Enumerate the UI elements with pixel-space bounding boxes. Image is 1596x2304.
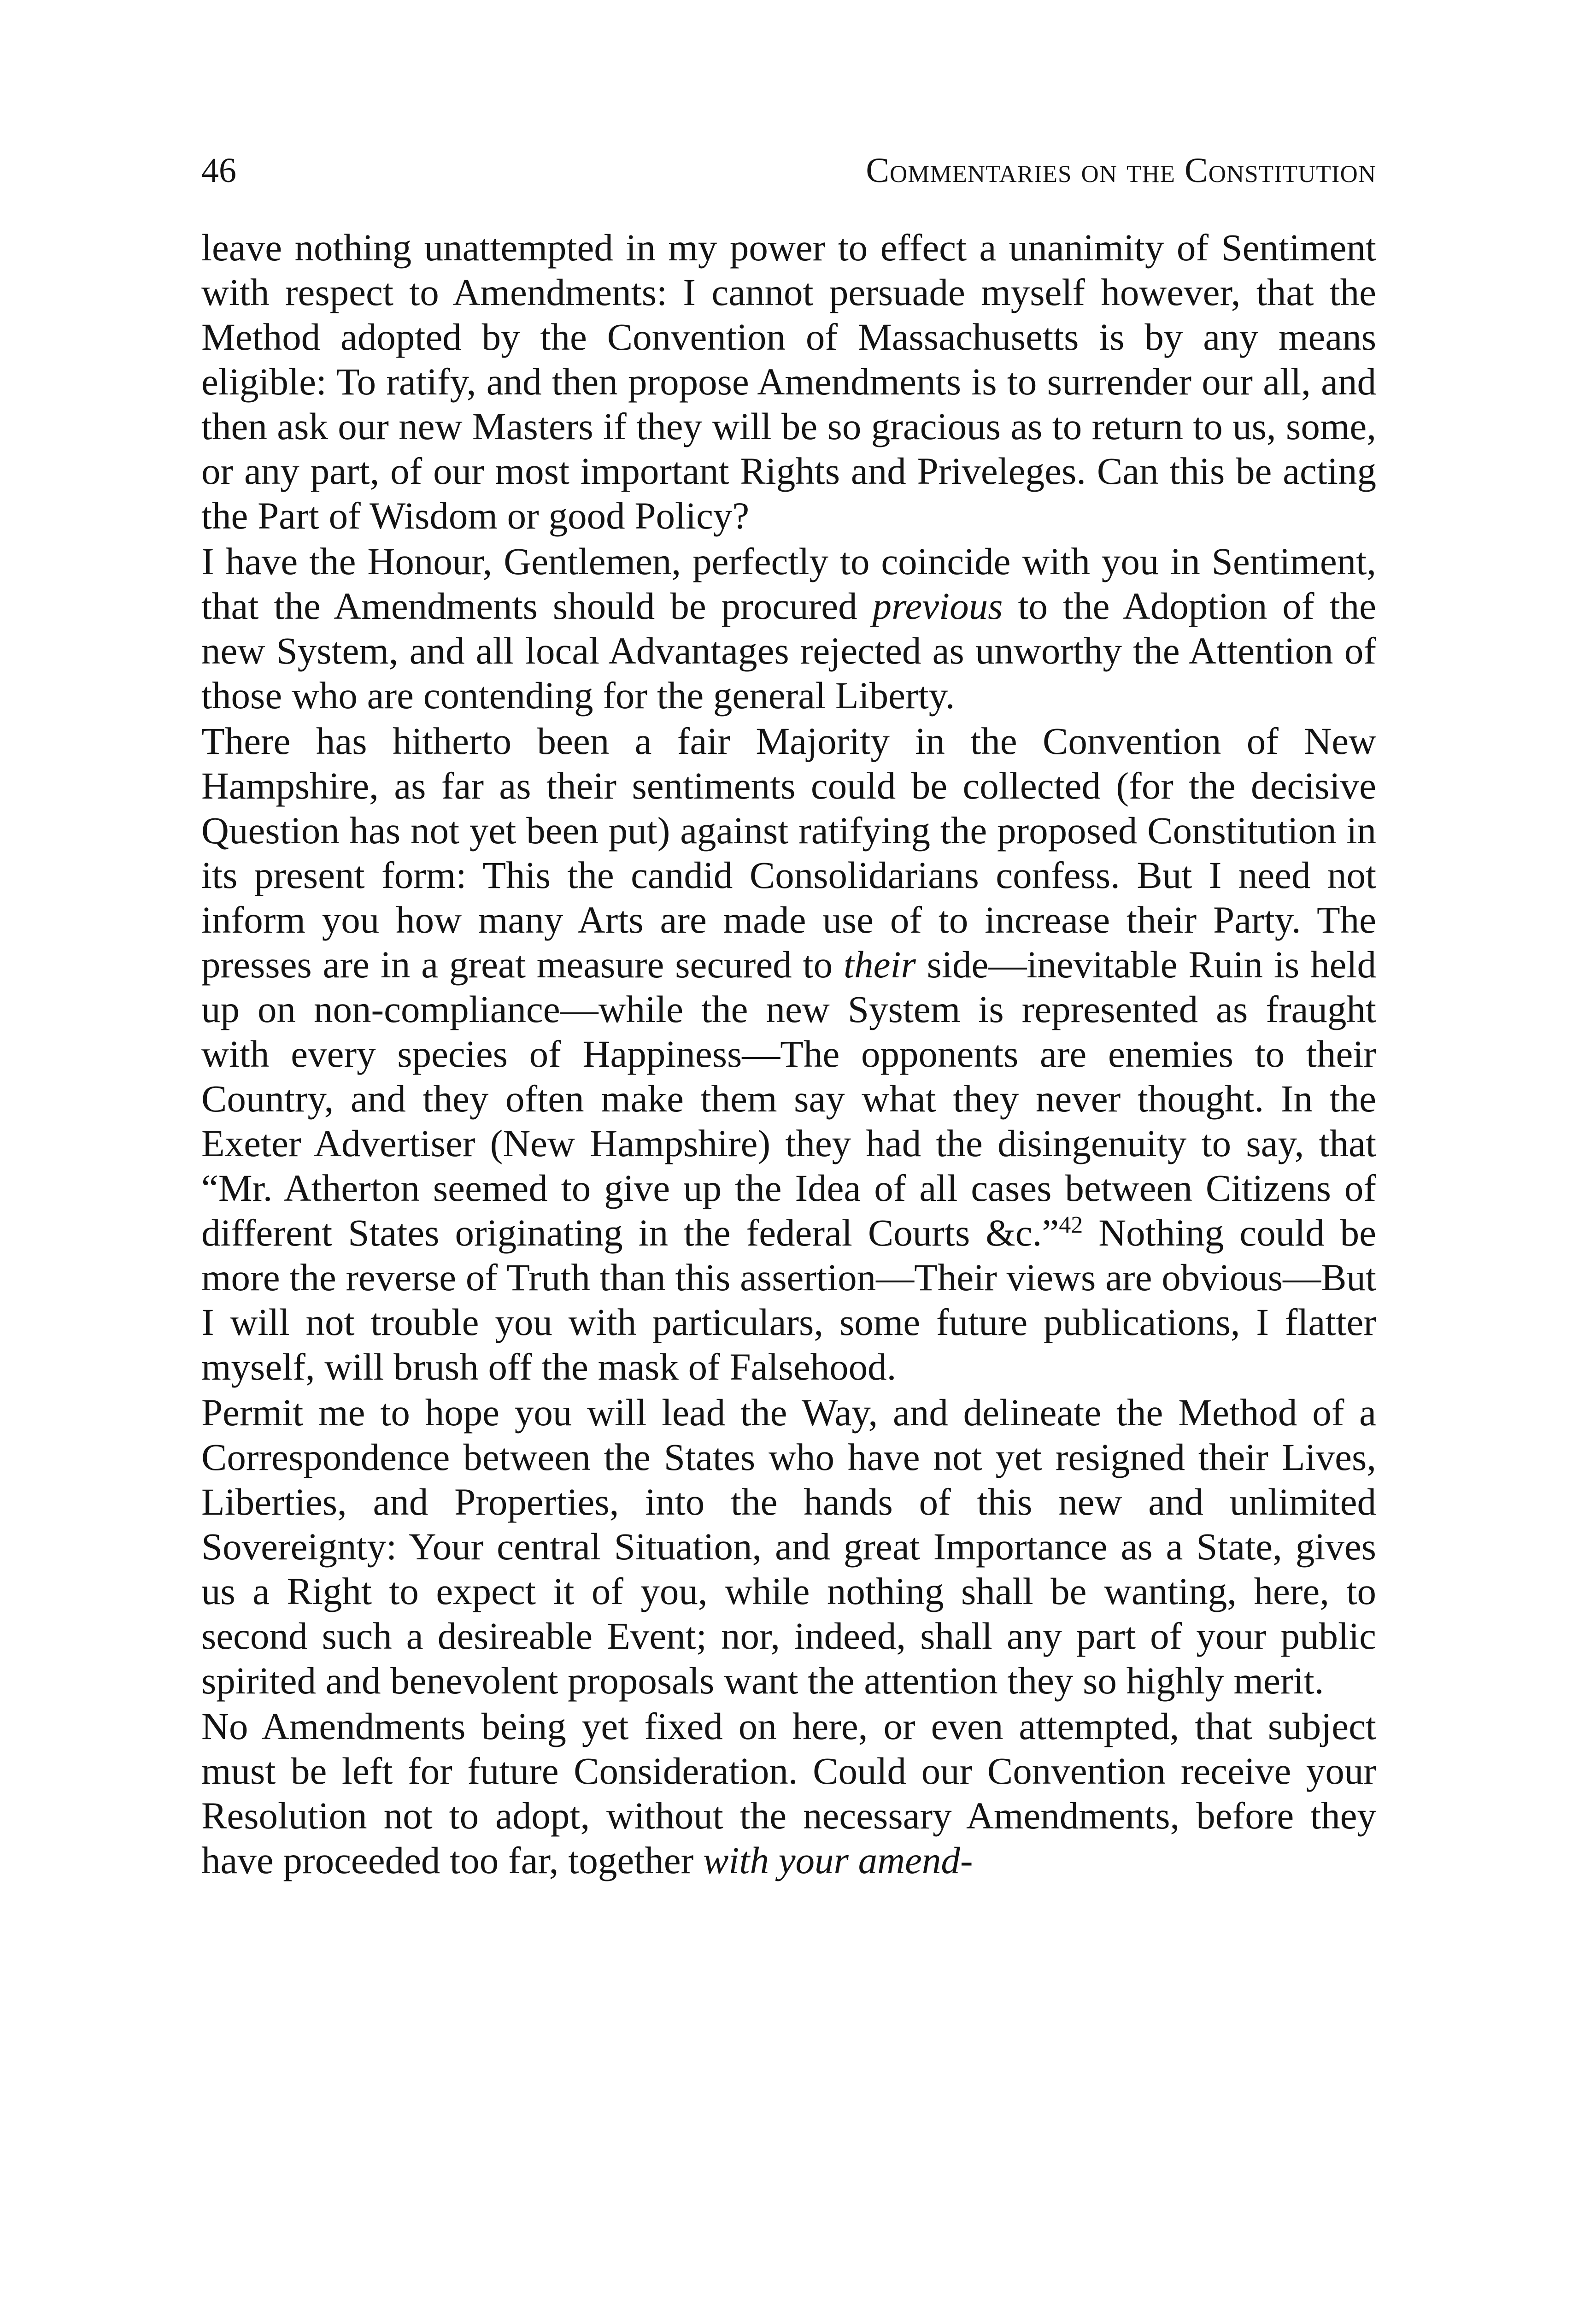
paragraph-1 — [201, 225, 1376, 538]
running-head — [201, 145, 1376, 196]
paragraph-2-italic: previous — [872, 585, 1003, 627]
footnote-ref-42: 42 — [1059, 1212, 1083, 1238]
paragraph-2 — [201, 539, 1376, 718]
paragraph-5 — [201, 1704, 1376, 1883]
paragraph-2-text-cont: to the Adoption of the new System, and all local Advantages rejected as unworthy the Attention of those who are contending for the general Liberty. — [201, 585, 1376, 717]
paragraph-3 — [201, 719, 1376, 1389]
paragraph-3-text-end: Nothing could be more the reverse of Truth than this assertion—Their views are obvious—But I will not trouble you with particulars, some future publications, I flatter myself, will brush off the mask of Falsehood. — [201, 1211, 1376, 1388]
paragraph-4 — [201, 1390, 1376, 1703]
paragraph-2-text: I have the Honour, Gentlemen, perfectly to coincide with you in Sentiment, that the Amendments should be procured — [201, 540, 1376, 627]
body-text — [201, 225, 1376, 1883]
paragraph-3-italic: their — [844, 943, 916, 986]
paragraph-1-text: leave nothing unattempted in my power to effect a unanimity of Sentiment with respect to Amendments: I cannot persuade myself however, that the Method adopted by the Convention of Massachusetts is by any means eligible: To ratify, and then propose Amendments is to surrender our all, and then ask our new Masters if they will be so gracious as to return to us, some, or any part, of our most important Rights and Priveleges. Can this be acting the Part of Wisdom or good Policy? — [201, 226, 1376, 537]
document-page — [201, 145, 1376, 1884]
paragraph-3-text: There has hitherto been a fair Majority in the Convention of New Hampshire, as far as their sentiments could be collected (for the decisive Question has not yet been put) against ratifying the proposed Constitution in its present form: This the candid Consolidarians confess. But I need not inform you how many Arts are made use of to increase their Party. The presses are in a great measure secured to — [201, 720, 1376, 986]
running-head-title: Commentaries on the Constitution — [866, 151, 1376, 190]
paragraph-4-text: Permit me to hope you will lead the Way, and delineate the Method of a Correspondence between the States who have not yet resigned their Lives, Liberties, and Properties, into the hands of this new and unlimited Sovereignty: Your central Situation, and great Importance as a State, gives us a Right to expect it of you, while nothing shall be wanting, here, to second such a desireable Event; nor, indeed, shall any part of your public spirited and benevolent proposals want the attention they so highly merit. — [201, 1391, 1376, 1702]
page-number: 46 — [201, 151, 236, 190]
paragraph-5-text: No Amendments being yet fixed on here, or even attempted, that subject must be left for future Consideration. Could our Convention receive your Resolution not to adopt, without the necessary Amendments, before they have proceeded too far, together — [201, 1705, 1376, 1881]
paragraph-3-text-cont: side—inevitable Ruin is held up on non-compliance—while the new System is represented as fraught with every species of Happiness—The opponents are enemies to their Country, and they often make them say what they never thought. In the Exeter Advertiser (New Hampshire) they had the disingenuity to say, that “Mr. Atherton seemed to give up the Idea of all cases between Citizens of different States originating in the federal Courts &c.” — [201, 943, 1376, 1254]
paragraph-5-italic: with your amend- — [703, 1839, 973, 1881]
